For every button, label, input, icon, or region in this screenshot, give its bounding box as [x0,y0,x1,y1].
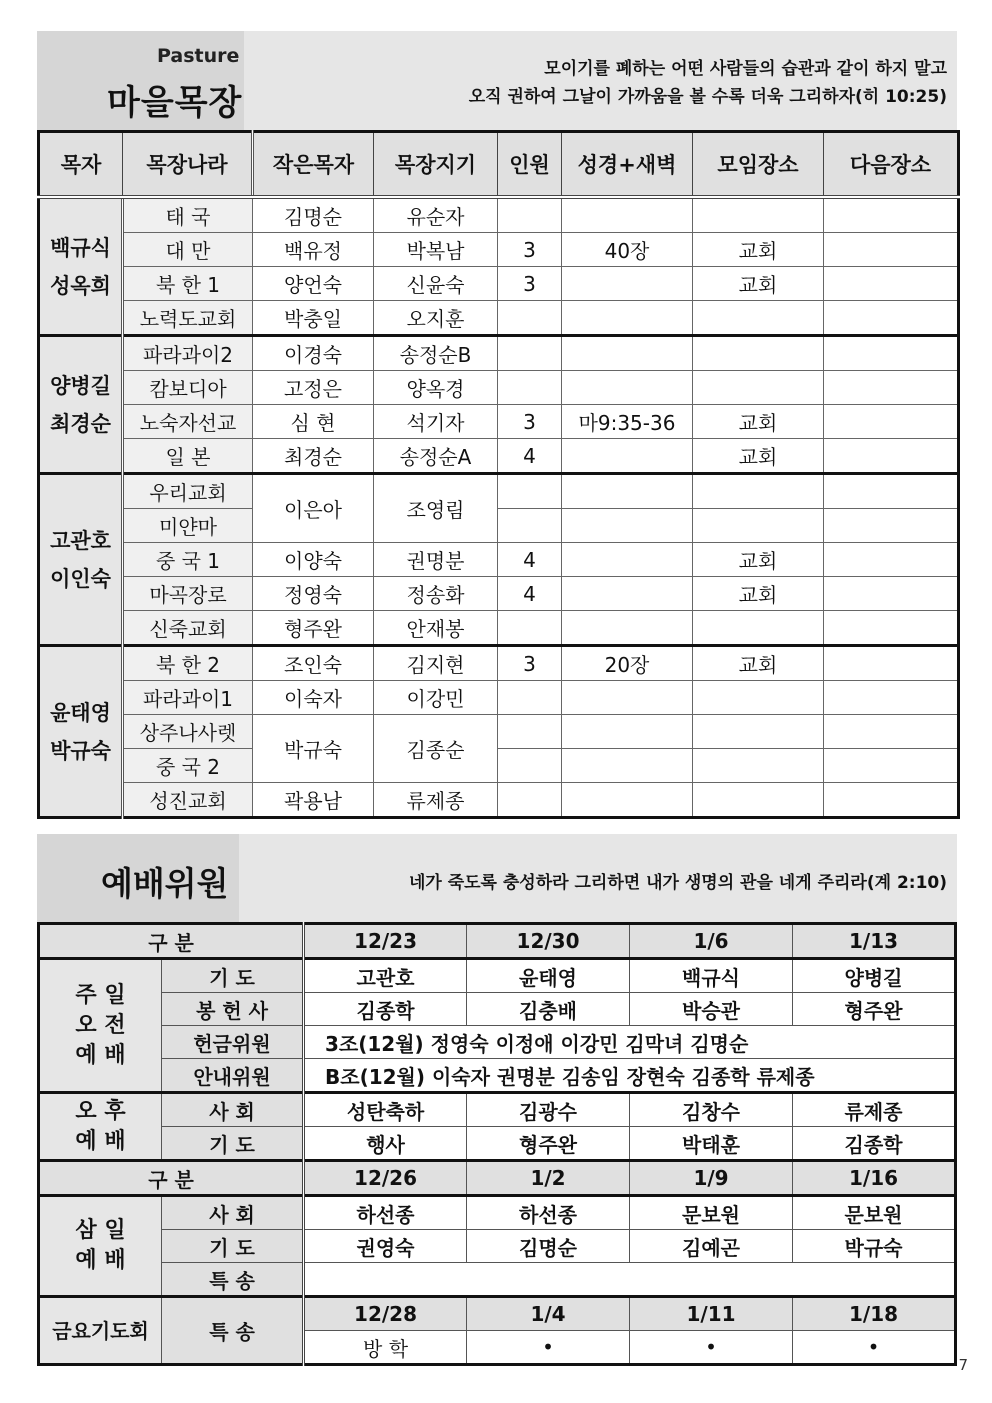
count-cell [498,474,562,509]
bible-cell [562,543,693,577]
place-cell [693,783,824,818]
small-leader-cell: 백유정 [253,233,374,267]
next-place-cell [824,681,959,715]
count-cell [498,336,562,371]
pm-host-cell: 김광수 [467,1093,630,1127]
sunday-date: 1/6 [630,924,793,959]
place-cell [693,301,824,336]
next-place-cell [824,336,959,371]
wed-host-label: 사 회 [162,1196,304,1230]
col-header-bible: 성경+새벽 [562,132,693,198]
small-leader-cell: 김명순 [253,197,374,233]
offering-cell: 김종학 [304,993,467,1026]
next-place-cell [824,233,959,267]
bible-cell [562,783,693,818]
place-cell [693,509,824,543]
keeper-cell: 안재봉 [374,611,498,646]
pasture-row [39,336,959,371]
keeper-cell: 조영림 [374,474,498,543]
fri-date-row [39,1297,956,1331]
pasture-header-row [39,132,959,198]
group-leader: 윤태영 박규숙 [39,646,123,818]
nara-cell: 태 국 [123,197,253,233]
worship-verse: 네가 죽도록 충성하라 그리하면 내가 생명의 관을 네게 주리라(계 2:10) [408,873,947,893]
count-cell [498,715,562,749]
next-place-cell [824,715,959,749]
keeper-cell: 석기자 [374,405,498,439]
fri-date: 1/4 [467,1297,630,1331]
small-leader-cell: 최경순 [253,439,374,474]
keeper-cell: 신윤숙 [374,267,498,301]
prayer-cell: 양병길 [793,959,956,993]
keeper-cell: 류제종 [374,783,498,818]
keeper-cell: 유순자 [374,197,498,233]
prayer-cell: 고관호 [304,959,467,993]
fri-value: • [793,1331,956,1365]
pasture-title-box [37,31,244,131]
sunday-pm-label: 오 후 예 배 [39,1093,162,1161]
next-place-cell [824,405,959,439]
wed-host-cell: 문보원 [630,1196,793,1230]
offering-row [39,993,956,1026]
pasture-header [37,31,957,131]
pasture-row [39,509,959,543]
count-cell [498,783,562,818]
place-cell: 교회 [693,267,824,301]
fri-value: 방 학 [304,1331,467,1365]
sunday-prayer-row [39,959,956,993]
pm-prayer-cell: 행사 [304,1127,467,1161]
col-header-nara: 목장나라 [123,132,253,198]
wed-host-row [39,1196,956,1230]
keeper-cell: 박복남 [374,233,498,267]
prayer-label: 기 도 [162,959,304,993]
next-place-cell [824,543,959,577]
keeper-cell: 송정순A [374,439,498,474]
pm-host-cell: 류제종 [793,1093,956,1127]
wed-date: 1/2 [467,1161,630,1196]
pasture-row [39,783,959,818]
worship-table [37,922,957,1366]
nara-cell: 노력도교회 [123,301,253,336]
small-leader-cell: 조인숙 [253,646,374,681]
wed-prayer-cell: 박규숙 [793,1230,956,1263]
next-place-cell [824,509,959,543]
keeper-cell: 양옥경 [374,371,498,405]
count-cell [498,371,562,405]
nara-cell: 성진교회 [123,783,253,818]
usher-row [39,1059,956,1093]
offering-cell: 김충배 [467,993,630,1026]
fri-value: • [467,1331,630,1365]
keeper-cell: 오지훈 [374,301,498,336]
place-cell: 교회 [693,543,824,577]
nara-cell: 미얀마 [123,509,253,543]
small-leader-cell: 박규숙 [253,715,374,783]
page-number: 7 [958,1356,968,1374]
place-cell: 교회 [693,646,824,681]
pasture-table-body [39,197,959,818]
pm-prayer-cell: 박태훈 [630,1127,793,1161]
col-header-next: 다음장소 [824,132,959,198]
usher-label: 안내위원 [162,1059,304,1093]
money-row [39,1026,956,1059]
place-cell [693,371,824,405]
pasture-row [39,233,959,267]
wed-prayer-cell: 권영숙 [304,1230,467,1263]
next-place-cell [824,611,959,646]
bible-cell [562,611,693,646]
pasture-table [37,130,960,819]
wed-host-cell: 하선종 [467,1196,630,1230]
wed-date: 1/16 [793,1161,956,1196]
nara-cell: 북 한 1 [123,267,253,301]
nara-cell: 파라과이1 [123,681,253,715]
small-leader-cell: 이숙자 [253,681,374,715]
wed-date: 12/26 [304,1161,467,1196]
place-cell [693,681,824,715]
small-leader-cell: 곽용남 [253,783,374,818]
keeper-cell: 권명분 [374,543,498,577]
bible-cell [562,681,693,715]
next-place-cell [824,371,959,405]
small-leader-cell: 박충일 [253,301,374,336]
fri-special-label: 특 송 [162,1297,304,1365]
keeper-cell: 김종순 [374,715,498,783]
count-cell [498,509,562,543]
pasture-row [39,715,959,749]
bible-cell [562,439,693,474]
gubun-label: 구 분 [39,924,304,959]
col-header-keeper: 목장지기 [374,132,498,198]
pm-host-row [39,1093,956,1127]
worship-title: 예배위원 [101,864,229,903]
pm-host-cell: 성탄축하 [304,1093,467,1127]
wed-date-row [39,1161,956,1196]
nara-cell: 상주나사렛 [123,715,253,749]
nara-cell: 캄보디아 [123,371,253,405]
sunday-date: 12/23 [304,924,467,959]
fri-value: • [630,1331,793,1365]
count-cell [498,197,562,233]
bible-cell [562,371,693,405]
nara-cell: 대 만 [123,233,253,267]
keeper-cell: 김지현 [374,646,498,681]
sunday-am-label: 주 일 오 전 예 배 [39,959,162,1093]
count-cell [498,611,562,646]
col-header-place: 모임장소 [693,132,824,198]
sunday-date: 1/13 [793,924,956,959]
count-cell: 4 [498,543,562,577]
pm-prayer-label: 기 도 [162,1127,304,1161]
nara-cell: 노숙자선교 [123,405,253,439]
group-leader: 양병길 최경순 [39,336,123,474]
wed-date: 1/9 [630,1161,793,1196]
prayer-cell: 백규식 [630,959,793,993]
small-leader-cell: 정영숙 [253,577,374,611]
keeper-cell: 정송화 [374,577,498,611]
nara-cell: 일 본 [123,439,253,474]
group-leader: 백규식 성옥희 [39,197,123,336]
gubun-label: 구 분 [39,1161,304,1196]
wed-prayer-row [39,1230,956,1263]
small-leader-cell: 이양숙 [253,543,374,577]
bible-cell [562,749,693,783]
small-leader-cell: 이은아 [253,474,374,543]
pasture-label-en: Pasture [157,45,240,67]
pasture-row [39,577,959,611]
col-header-count: 인원 [498,132,562,198]
place-cell: 교회 [693,577,824,611]
bible-cell: 20장 [562,646,693,681]
offering-cell: 박승관 [630,993,793,1026]
count-cell: 3 [498,267,562,301]
pasture-row [39,611,959,646]
place-cell [693,474,824,509]
place-cell: 교회 [693,233,824,267]
bible-cell [562,301,693,336]
wed-host-cell: 문보원 [793,1196,956,1230]
wed-host-cell: 하선종 [304,1196,467,1230]
pasture-row [39,371,959,405]
bible-cell: 마9:35-36 [562,405,693,439]
small-leader-cell: 이경숙 [253,336,374,371]
next-place-cell [824,474,959,509]
col-header-mokja: 목자 [39,132,123,198]
fri-date: 12/28 [304,1297,467,1331]
money-label: 헌금위원 [162,1026,304,1059]
pasture-row [39,197,959,233]
pm-prayer-row [39,1127,956,1161]
wed-special-cell [304,1263,956,1297]
count-cell: 3 [498,233,562,267]
usher-members: B조(12월) 이숙자 권명분 김송임 장현숙 김종학 류제종 [304,1059,956,1093]
next-place-cell [824,197,959,233]
count-cell [498,681,562,715]
next-place-cell [824,439,959,474]
nara-cell: 중 국 2 [123,749,253,783]
nara-cell: 중 국 1 [123,543,253,577]
nara-cell: 우리교회 [123,474,253,509]
fri-date: 1/18 [793,1297,956,1331]
pasture-row [39,543,959,577]
fri-label: 금요기도회 [39,1297,162,1365]
pm-prayer-cell: 김종학 [793,1127,956,1161]
bible-cell [562,715,693,749]
pasture-row [39,474,959,509]
bible-cell [562,577,693,611]
keeper-cell: 이강민 [374,681,498,715]
bible-cell: 40장 [562,233,693,267]
place-cell: 교회 [693,439,824,474]
next-place-cell [824,749,959,783]
small-leader-cell: 형주완 [253,611,374,646]
pasture-row [39,405,959,439]
pasture-row [39,301,959,336]
place-cell: 교회 [693,405,824,439]
pm-prayer-cell: 형주완 [467,1127,630,1161]
worship-title-box [37,834,239,922]
nara-cell: 신죽교회 [123,611,253,646]
next-place-cell [824,267,959,301]
keeper-cell: 송정순B [374,336,498,371]
nara-cell: 마곡장로 [123,577,253,611]
wed-prayer-cell: 김예곤 [630,1230,793,1263]
worship-header [37,834,957,922]
next-place-cell [824,301,959,336]
count-cell: 4 [498,439,562,474]
place-cell [693,715,824,749]
place-cell [693,197,824,233]
nara-cell: 북 한 2 [123,646,253,681]
bible-cell [562,474,693,509]
wed-prayer-label: 기 도 [162,1230,304,1263]
sunday-date: 12/30 [467,924,630,959]
pasture-verse-line1: 모이기를 폐하는 어떤 사람들의 습관과 같이 하지 말고 [544,59,947,79]
bible-cell [562,267,693,301]
pasture-row [39,681,959,715]
pasture-row [39,267,959,301]
count-cell [498,301,562,336]
pasture-title: 마을목장 [107,83,243,123]
money-members: 3조(12월) 정영숙 이정애 이강민 김막녀 김명순 [304,1026,956,1059]
wed-special-label: 특 송 [162,1263,304,1297]
group-leader: 고관호 이인숙 [39,474,123,646]
count-cell: 3 [498,646,562,681]
nara-cell: 파라과이2 [123,336,253,371]
next-place-cell [824,646,959,681]
bible-cell [562,509,693,543]
pasture-row [39,749,959,783]
offering-cell: 형주완 [793,993,956,1026]
prayer-cell: 윤태영 [467,959,630,993]
wed-prayer-cell: 김명순 [467,1230,630,1263]
pm-host-cell: 김창수 [630,1093,793,1127]
small-leader-cell: 고정은 [253,371,374,405]
place-cell [693,749,824,783]
count-cell: 3 [498,405,562,439]
offering-label: 봉 헌 사 [162,993,304,1026]
pm-host-label: 사 회 [162,1093,304,1127]
fri-date: 1/11 [630,1297,793,1331]
small-leader-cell: 양언숙 [253,267,374,301]
count-cell: 4 [498,577,562,611]
count-cell [498,749,562,783]
pasture-row [39,646,959,681]
wed-special-row [39,1263,956,1297]
col-header-small-leader: 작은목자 [253,132,374,198]
next-place-cell [824,577,959,611]
bible-cell [562,336,693,371]
bible-cell [562,197,693,233]
next-place-cell [824,783,959,818]
pasture-verse-line2: 오직 권하여 그날이 가까움을 볼 수록 더욱 그리하자(히 10:25) [468,87,947,107]
wed-label: 삼 일 예 배 [39,1196,162,1297]
pasture-row [39,439,959,474]
place-cell [693,611,824,646]
sunday-date-row [39,924,956,959]
place-cell [693,336,824,371]
small-leader-cell: 심 현 [253,405,374,439]
